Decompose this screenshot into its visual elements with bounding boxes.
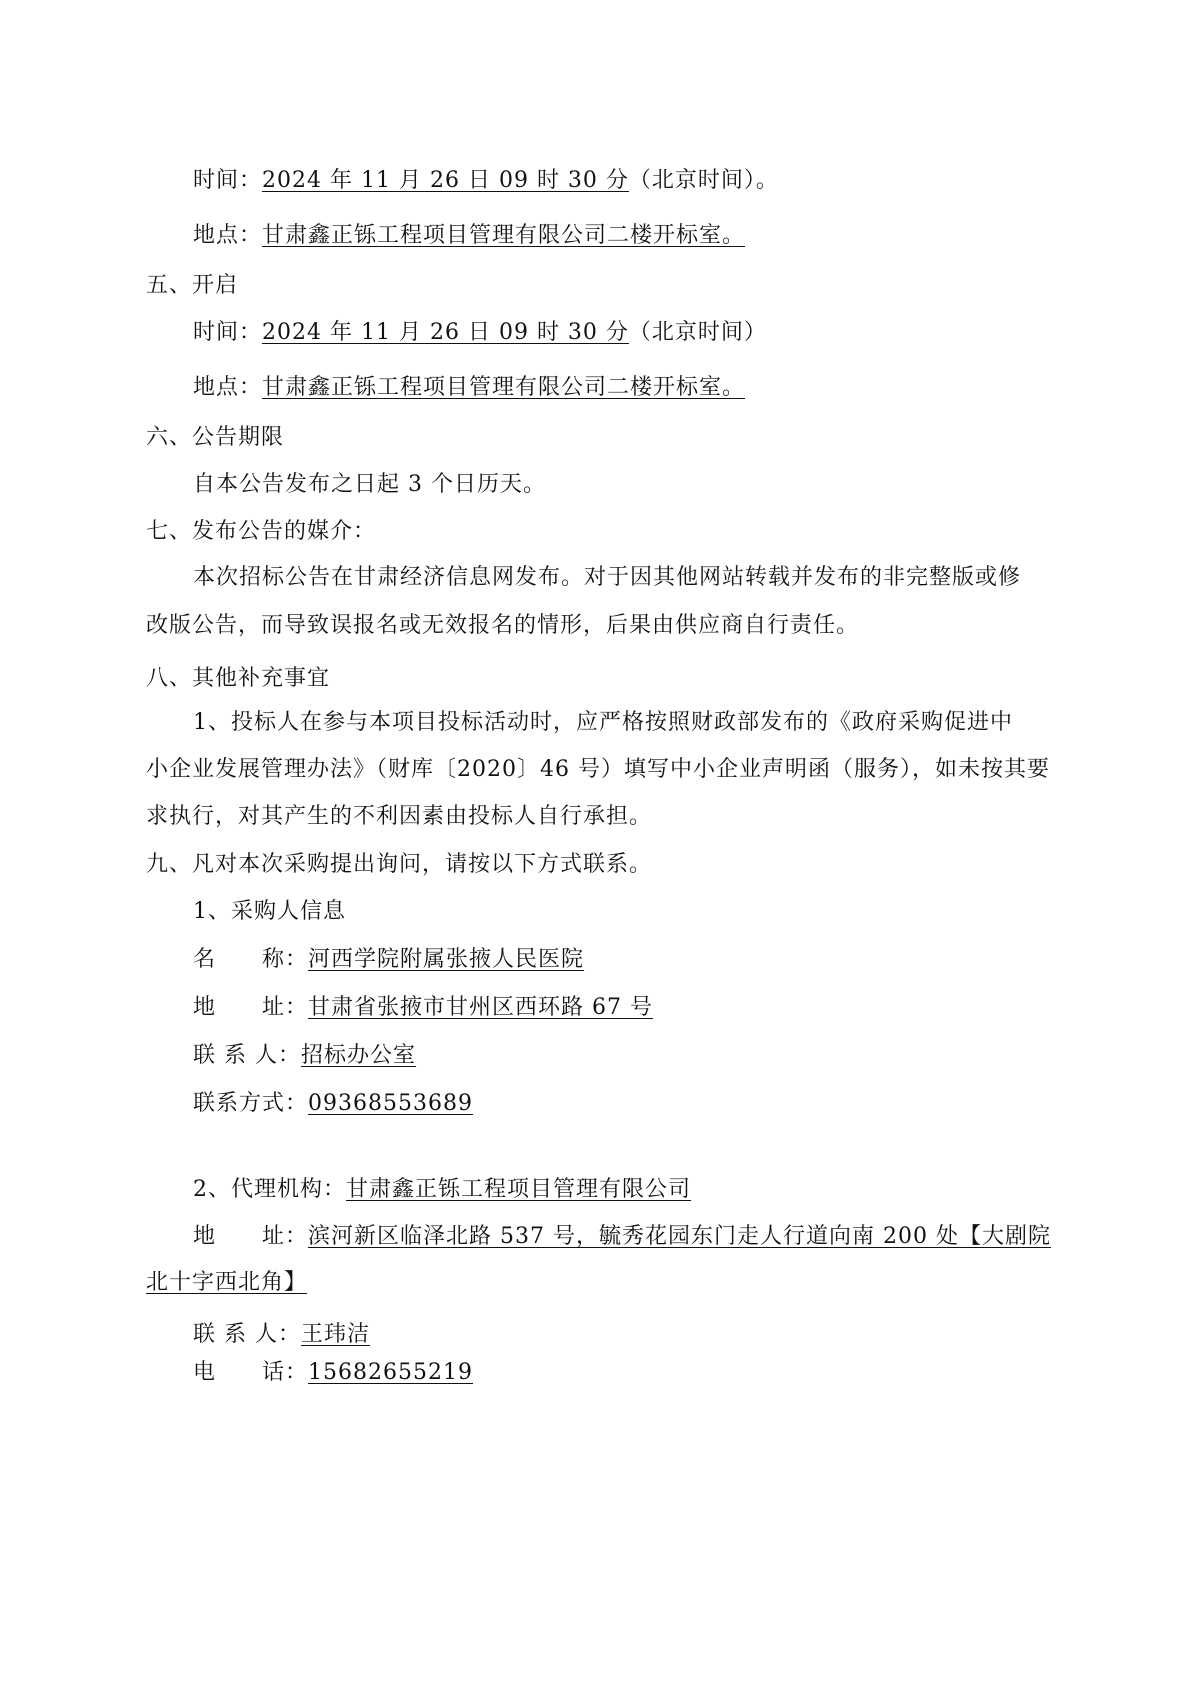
purchaser-name-label: 名 称： — [193, 947, 309, 972]
section6-text: 自本公告发布之日起 3 个日历天。 — [193, 472, 546, 497]
section5-time-value: 2024 年 11 月 26 日 09 时 30 分 — [262, 320, 629, 345]
bid-opening-place-label: 地点： — [193, 223, 263, 248]
agency-address-value-line2: 北十字西北角】 — [146, 1270, 308, 1295]
section7-line2: 改版公告，而导致误报名或无效报名的情形，后果由供应商自行责任。 — [146, 613, 860, 638]
bid-opening-time — [193, 166, 779, 196]
section5-time — [193, 318, 767, 348]
purchaser-address-value: 甘肃省张掖市甘州区西环路 67 号 — [308, 995, 653, 1020]
agency-title-label: 2、代理机构： — [193, 1177, 346, 1202]
purchaser-address — [193, 993, 653, 1023]
purchaser-contact — [193, 1041, 416, 1071]
section9-heading: 九、凡对本次采购提出询问，请按以下方式联系。 — [146, 852, 653, 877]
agency-phone-value: 15682655219 — [308, 1360, 473, 1385]
bid-opening-place — [193, 221, 745, 251]
section6-heading: 六、公告期限 — [146, 425, 285, 450]
section5-heading: 五、开启 — [146, 273, 239, 298]
agency-address — [193, 1222, 1051, 1252]
purchaser-contact-value: 招标办公室 — [301, 1043, 417, 1068]
section7-heading: 七、发布公告的媒介： — [146, 519, 377, 544]
agency-address-label: 地 址： — [193, 1224, 309, 1249]
agency-address-value-line1: 滨河新区临泽北路 537 号，毓秀花园东门走人行道向南 200 处【大剧院 — [308, 1224, 1051, 1249]
section5-time-suffix: （北京时间） — [628, 320, 767, 345]
bid-opening-time-label: 时间： — [193, 168, 263, 193]
section8-heading: 八、其他补充事宜 — [146, 666, 331, 691]
purchaser-title: 1、采购人信息 — [193, 899, 346, 924]
purchaser-phone-label: 联系方式： — [193, 1091, 309, 1116]
section5-place-label: 地点： — [193, 375, 263, 400]
purchaser-contact-label: 联 系 人： — [193, 1043, 301, 1068]
agency-address-continued — [146, 1268, 307, 1298]
section5-place-value: 甘肃鑫正铄工程项目管理有限公司二楼开标室。 — [262, 375, 746, 400]
agency-phone-label: 电 话： — [193, 1360, 309, 1385]
section8-line3: 求执行，对其产生的不利因素由投标人自行承担。 — [146, 804, 653, 829]
agency-title-value: 甘肃鑫正铄工程项目管理有限公司 — [346, 1177, 692, 1202]
agency-contact-label: 联 系 人： — [193, 1322, 301, 1347]
section5-place — [193, 373, 745, 403]
purchaser-name — [193, 945, 584, 975]
section8-line2: 小企业发展管理办法》（财库〔2020〕46 号）填写中小企业声明函（服务），如未按其要 — [146, 757, 1050, 782]
bid-opening-time-value: 2024 年 11 月 26 日 09 时 30 分 — [262, 168, 629, 193]
purchaser-phone-value: 09368553689 — [308, 1091, 473, 1116]
bid-opening-time-suffix: （北京时间）。 — [628, 168, 779, 193]
agency-title — [193, 1175, 691, 1205]
bid-opening-place-value: 甘肃鑫正铄工程项目管理有限公司二楼开标室。 — [262, 223, 746, 248]
section8-line1: 1、投标人在参与本项目投标活动时，应严格按照财政部发布的《政府采购促进中 — [193, 710, 1013, 735]
section5-time-label: 时间： — [193, 320, 263, 345]
purchaser-phone — [193, 1089, 473, 1119]
agency-contact-value: 王玮洁 — [301, 1322, 371, 1347]
purchaser-name-value: 河西学院附属张掖人民医院 — [308, 947, 585, 972]
agency-contact — [193, 1320, 370, 1350]
purchaser-address-label: 地 址： — [193, 995, 309, 1020]
section7-line1: 本次招标公告在甘肃经济信息网发布。对于因其他网站转载并发布的非完整版或修 — [193, 565, 1022, 590]
agency-phone — [193, 1358, 473, 1388]
